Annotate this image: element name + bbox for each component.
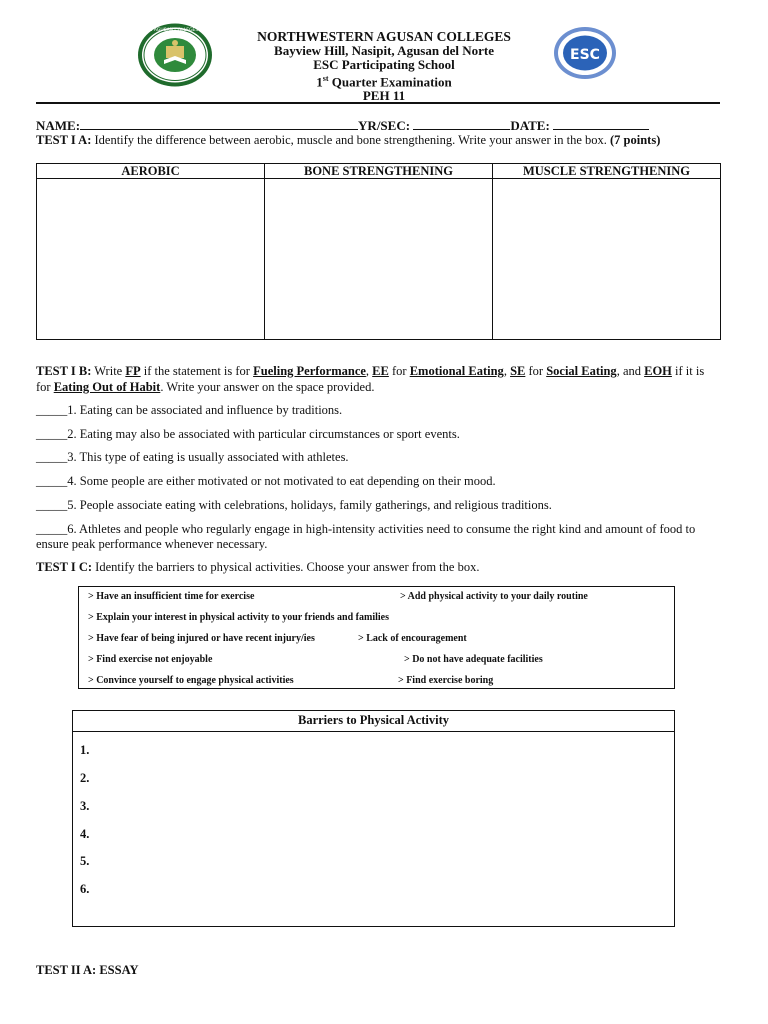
- test-1a-label: TEST I A:: [36, 133, 92, 147]
- barrier-number[interactable]: 1.: [80, 743, 90, 757]
- question-item-4: _____4. Some people are either motivated or not motivated to eat depending on their mood.: [36, 474, 496, 488]
- test-1b-text: ,: [503, 364, 511, 378]
- barriers-answer-box: [72, 710, 675, 927]
- header-divider: [36, 102, 720, 104]
- test-1c-label: TEST I C:: [36, 560, 93, 574]
- test-2a-heading: TEST II A: ESSAY: [36, 963, 139, 977]
- test-1b-text: , and: [616, 364, 645, 378]
- test-1a-points: (7 points): [610, 133, 661, 147]
- emotional-eating: Emotional Eating: [409, 364, 504, 378]
- choice-item: > Have an insufficient time for exercise: [88, 591, 255, 602]
- header-muscle-strengthening: MUSCLE STRENGTHENING: [493, 164, 721, 179]
- yrsec-blank[interactable]: [413, 118, 510, 130]
- test-1b-text: Write: [91, 364, 126, 378]
- student-info-line: [36, 118, 649, 134]
- date-label: DATE:: [510, 118, 550, 133]
- choice-item: > Explain your interest in physical activity to your friends and families: [88, 612, 389, 623]
- choices-box: [78, 586, 675, 689]
- question-item-6: _____6. Athletes and people who regularly engage in high-intensity activities need to consume the right kind and amount of food to ensure peak performance whenever necessary.: [36, 522, 696, 551]
- test-1b-text: if the statement is for: [140, 364, 254, 378]
- test-1b-text: ,: [365, 364, 373, 378]
- header-bone-strengthening: BONE STRENGTHENING: [265, 164, 493, 179]
- test-1b-instructions: [36, 364, 720, 395]
- test-1b-text: if it is for: [36, 364, 705, 394]
- school-address: Bayview Hill, Nasipit, Agusan del Norte: [274, 43, 494, 58]
- aerobic-answer-box[interactable]: [37, 179, 265, 340]
- test-1c-instructions: [36, 560, 720, 575]
- choice-item: > Lack of encouragement: [358, 633, 467, 644]
- exam-quarter: [0, 72, 768, 89]
- document-header: [0, 30, 768, 103]
- test-1c-text: Identify the barriers to physical activities. Choose your answer from the box.: [92, 560, 480, 574]
- choice-item: > Do not have adequate facilities: [404, 654, 543, 665]
- quarter-label: Quarter Examination: [328, 74, 452, 90]
- barrier-number[interactable]: 3.: [80, 799, 90, 813]
- seal-left-text: NORTHWESTERN AGUSAN COLLEGES · NASIPIT, ADN ·: [114, 28, 236, 33]
- name-blank[interactable]: [80, 118, 358, 130]
- choice-item: > Convince yourself to engage physical activities: [88, 675, 294, 686]
- test-1b-text: for: [388, 364, 410, 378]
- bone-answer-box[interactable]: [265, 179, 493, 340]
- seal-right-text: ESC: [570, 47, 600, 63]
- name-label: NAME:: [36, 118, 81, 133]
- header-aerobic: AEROBIC: [37, 164, 265, 179]
- barrier-number[interactable]: 2.: [80, 771, 90, 785]
- barrier-number[interactable]: 4.: [80, 827, 90, 841]
- test-1b-text: . Write your answer on the space provided.: [160, 379, 375, 394]
- code-se: SE: [510, 364, 526, 378]
- choice-item: > Find exercise boring: [398, 675, 494, 686]
- choice-item: > Have fear of being injured or have recent injury/ies: [88, 633, 315, 644]
- school-name: NORTHWESTERN AGUSAN COLLEGES: [257, 29, 511, 44]
- quarter-suffix: st: [322, 74, 329, 83]
- question-item-3: _____3. This type of eating is usually associated with athletes.: [36, 450, 349, 464]
- question-item-1: _____1. Eating can be associated and influence by traditions.: [36, 403, 343, 417]
- yrsec-label: YR/SEC:: [358, 118, 411, 133]
- test-1a-text: Identify the difference between aerobic, muscle and bone strengthening. Write your answer in the box.: [91, 133, 611, 147]
- subject-code: PEH 11: [362, 88, 406, 104]
- question-item-2: _____2. Eating may also be associated with particular circumstances or sport events.: [36, 427, 460, 441]
- test-1b-label: TEST I B:: [36, 364, 92, 378]
- test-1b-text: for: [525, 364, 547, 378]
- barriers-title: Barriers to Physical Activity: [73, 711, 674, 732]
- date-blank[interactable]: [553, 118, 649, 130]
- quarter-number: 1: [316, 74, 323, 90]
- fueling-performance: Fueling Performance: [253, 364, 366, 378]
- choice-item: > Find exercise not enjoyable: [88, 654, 213, 665]
- muscle-answer-box[interactable]: [493, 179, 721, 340]
- esc-participating: ESC Participating School: [313, 57, 455, 72]
- choice-item: > Add physical activity to your daily routine: [400, 591, 588, 602]
- test-1a-instructions: [36, 133, 720, 148]
- code-fp: FP: [125, 364, 141, 378]
- eating-out-of-habit: Eating Out of Habit: [53, 379, 161, 394]
- code-ee: EE: [372, 364, 389, 378]
- barrier-number[interactable]: 5.: [80, 854, 90, 868]
- code-eoh: EOH: [644, 364, 672, 378]
- social-eating: Social Eating: [546, 364, 617, 378]
- question-item-5: _____5. People associate eating with celebrations, holidays, family gatherings, and religious traditions.: [36, 498, 552, 512]
- barrier-number[interactable]: 6.: [80, 882, 90, 896]
- exercise-types-table: [36, 163, 721, 340]
